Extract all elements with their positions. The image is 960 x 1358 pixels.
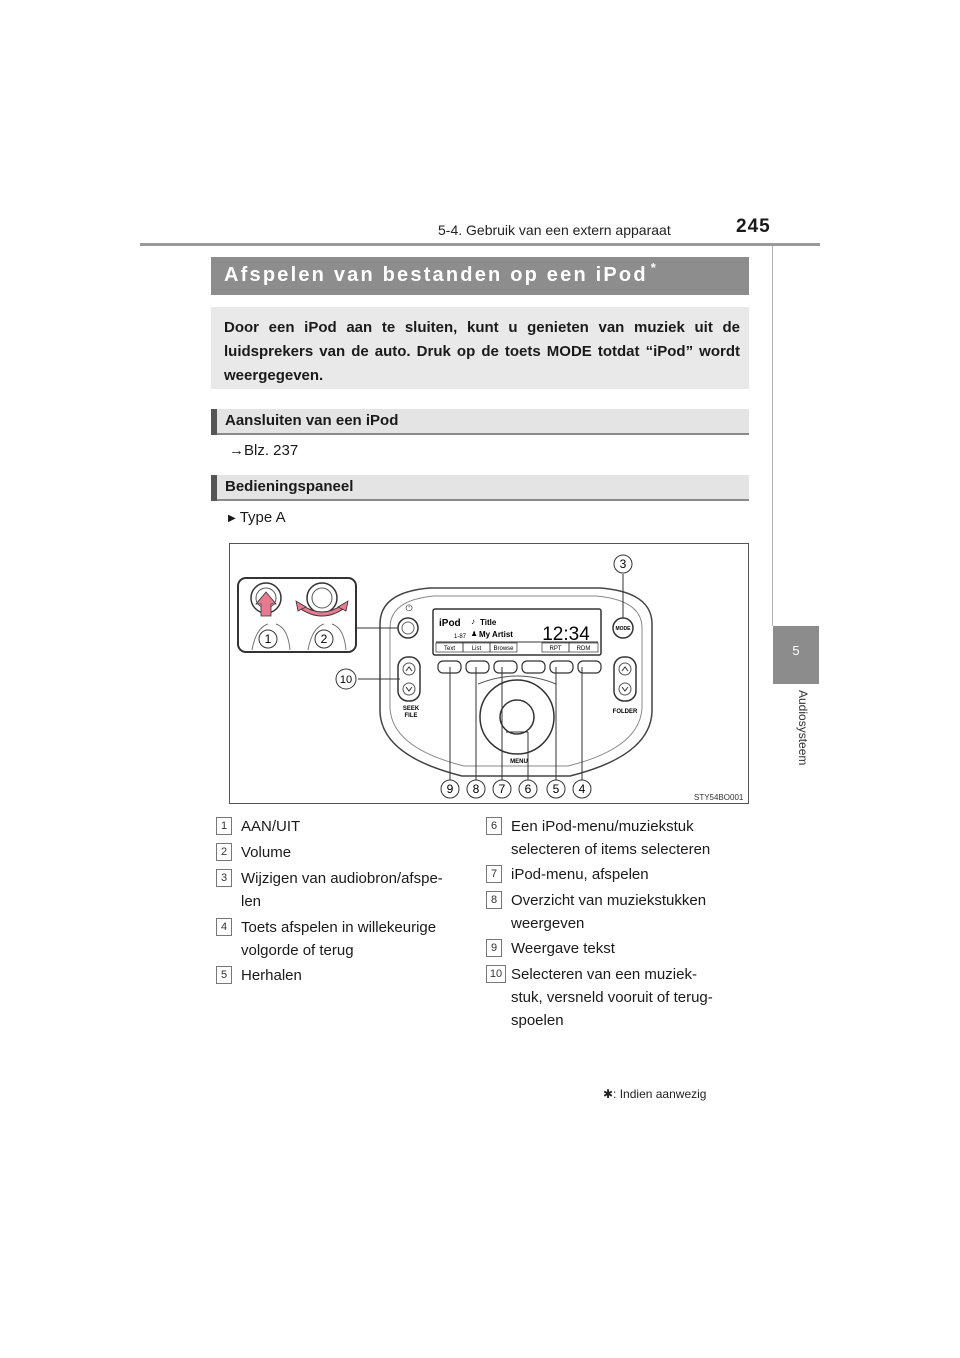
callout-4: 4 (578, 782, 586, 796)
intro-text: Door een iPod aan te sluiten, kunt u genieten van muziek uit de luidsprekers van de auto. Druk op de toets MODE totdat “iPod” wordt weergegeven. (224, 319, 740, 384)
availability-marker: * (650, 260, 659, 275)
artist-icon: ♟ (471, 631, 478, 638)
menu-label: MENU (510, 759, 528, 765)
callout-6: 6 (524, 782, 532, 796)
display-artist: My Artist (479, 630, 513, 639)
rdm-button (578, 661, 601, 673)
page-reference: →Blz. 237 (229, 442, 299, 459)
legend-number: 4 (216, 918, 232, 936)
callout-9: 9 (446, 782, 454, 796)
subheading-connect-text: Aansluiten van een iPod (225, 412, 399, 429)
figure-code: STY54BO001 (694, 793, 744, 802)
chapter-tab: 5 (773, 626, 819, 684)
callout-7: 7 (498, 782, 506, 796)
browse-button (494, 661, 517, 673)
legend-number: 3 (216, 869, 232, 887)
subheading-panel-text: Bedieningspaneel (225, 478, 354, 495)
legend-number: 8 (486, 891, 502, 909)
display-clock: 12:34 (542, 624, 590, 645)
legend-text: Volume (241, 844, 292, 861)
seek-label: SEEK (402, 706, 420, 712)
subheading-panel (211, 475, 749, 501)
blank-button (522, 661, 545, 673)
music-note-icon: ♪ (471, 617, 475, 626)
display-source: iPod (439, 618, 461, 629)
header-rule (140, 243, 820, 246)
file-label: FILE (404, 713, 418, 719)
menu-dial-center (500, 700, 534, 734)
folder-label: FOLDER (612, 709, 638, 715)
callout-5: 5 (552, 782, 560, 796)
display-track: 1-87 (454, 634, 467, 640)
legend-text: Een iPod-menu/muziekstuk selecteren of items selecteren (511, 818, 711, 858)
page-number: 245 (736, 216, 771, 237)
callout-8: 8 (472, 782, 480, 796)
legend-number: 1 (216, 817, 232, 835)
legend-number: 5 (216, 966, 232, 984)
legend-text: Wijzigen van audiobron/afspe- len (241, 870, 443, 910)
triangle-bullet-icon: ▶ (228, 513, 236, 524)
type-label (228, 509, 286, 526)
soft-key-browse-label: Browse (493, 646, 514, 652)
control-panel-figure (229, 543, 749, 804)
soft-key-rdm-label: RDM (576, 646, 591, 652)
display-title: Title (480, 618, 497, 627)
chapter-label: Audiosysteem (796, 690, 810, 766)
footnote: ✱: Indien aanwezig (603, 1087, 707, 1101)
rpt-button (550, 661, 573, 673)
legend-text: AAN/UIT (241, 818, 301, 835)
running-header-section: 5-4. Gebruik van een extern apparaat (438, 222, 671, 238)
legend-number: 7 (486, 865, 502, 883)
legend-text: Overzicht van muziekstukken weergeven (511, 892, 707, 932)
legend-number: 10 (486, 965, 506, 983)
section-title (224, 260, 659, 287)
legend-number: 6 (486, 817, 502, 835)
callout-2: 2 (320, 632, 328, 646)
legend-text: Weergave tekst (511, 940, 615, 957)
legend-text: iPod-menu, afspelen (511, 866, 649, 883)
legend-text: Herhalen (241, 967, 302, 984)
side-tab-line (772, 246, 773, 626)
soft-key-rpt-label: RPT (549, 646, 562, 652)
subheading-connect (211, 409, 749, 435)
legend-number: 9 (486, 939, 502, 957)
callout-3: 3 (619, 557, 627, 571)
legend-text: Toets afspelen in willekeurige volgorde of terug (241, 919, 437, 959)
list-button (466, 661, 489, 673)
control-panel-illustration (230, 544, 750, 805)
section-title-text: Afspelen van bestanden op een iPod (224, 264, 648, 286)
callout-1: 1 (264, 632, 272, 646)
mode-label: MODE (615, 626, 631, 632)
legend-text: Selecteren van een muziek- stuk, versneld vooruit of terug- spoelen (511, 966, 713, 1029)
type-label-text: Type A (239, 509, 286, 526)
legend-number: 2 (216, 843, 232, 861)
power-symbol-icon: ⏻ (405, 603, 413, 613)
soft-key-text-label: Text (443, 646, 456, 652)
soft-key-list-label: List (471, 646, 482, 652)
callout-10: 10 (339, 674, 353, 686)
